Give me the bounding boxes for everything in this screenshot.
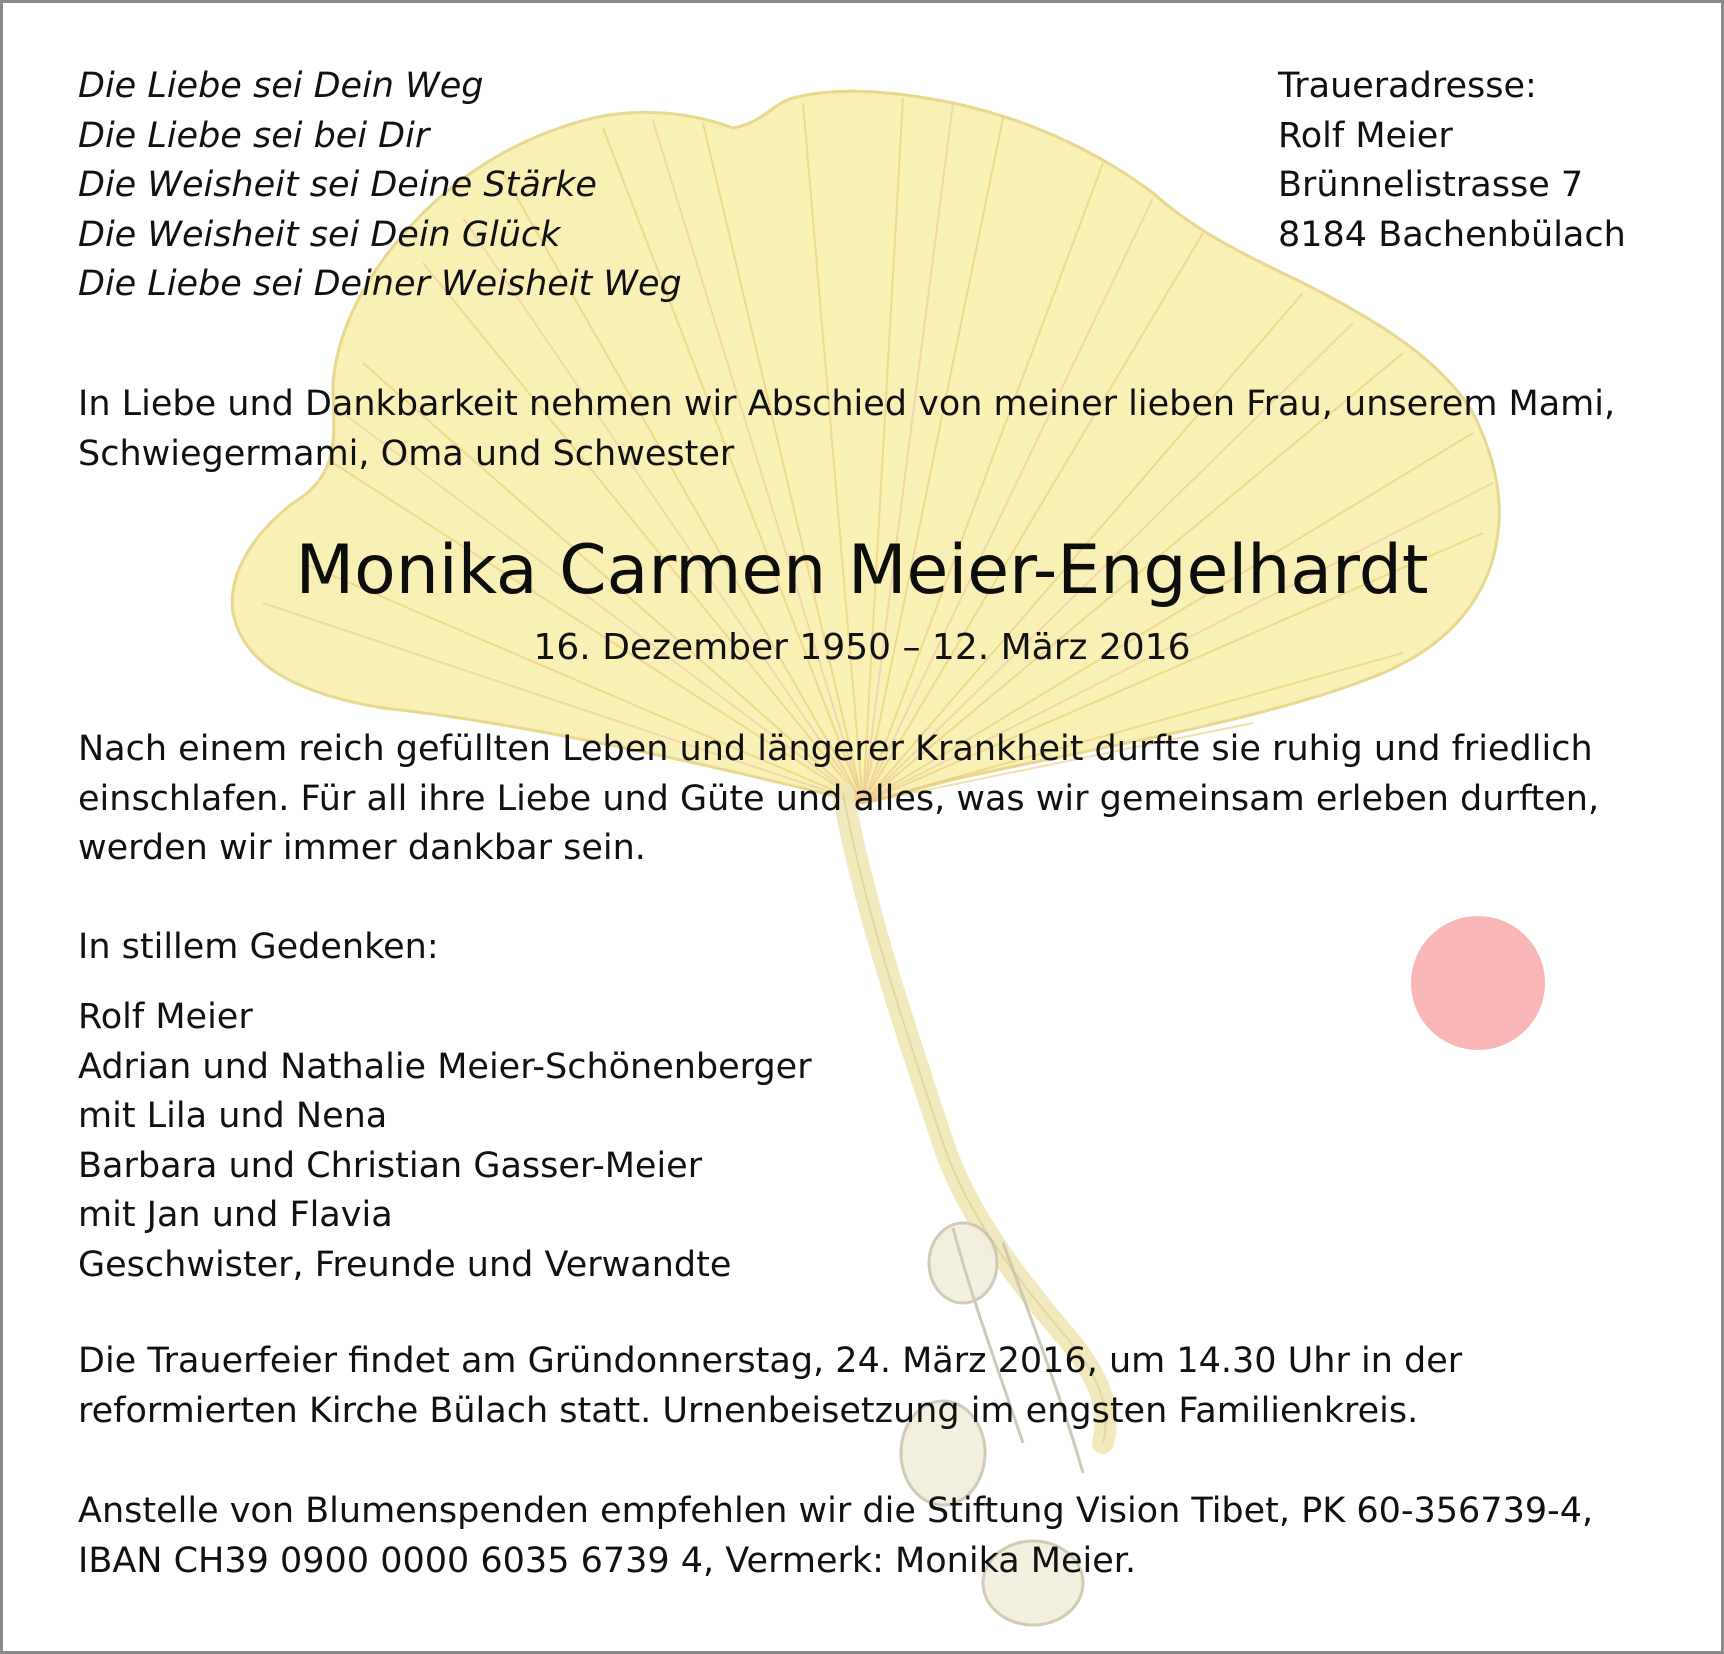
red-dot-icon bbox=[1411, 916, 1545, 1050]
intro-line: In Liebe und Dankbarkeit nehmen wir Abschied von meiner lieben Frau, unserem Mami, bbox=[78, 384, 1616, 424]
donation-line: IBAN CH39 0900 0000 6035 6739 4, Vermerk: Monika Meier. bbox=[78, 1540, 1137, 1581]
service-line: reformierten Kirche Bülach statt. Urnenbeisetzung im engsten Familienkreis. bbox=[78, 1390, 1419, 1431]
poem-line: Die Weisheit sei Deine Stärke bbox=[78, 165, 597, 205]
poem-line: Die Liebe sei Dein Weg bbox=[78, 66, 484, 106]
intro-line: Schwiegermami, Oma und Schwester bbox=[78, 433, 735, 474]
address-city: 8184 Bachenbülach bbox=[1278, 214, 1626, 255]
deceased-name: Monika Carmen Meier-Engelhardt bbox=[295, 531, 1429, 610]
tribute-paragraph bbox=[78, 725, 1599, 874]
tribute-line: einschlafen. Für all ihre Liebe und Güte und alles, was wir gemeinsam erleben durften, bbox=[78, 778, 1600, 819]
life-dates: 16. Dezember 1950 – 12. März 2016 bbox=[533, 627, 1191, 668]
donation-line: Anstelle von Blumenspenden empfehlen wir die Stiftung Vision Tibet, PK 60-356739-4, bbox=[78, 1491, 1594, 1531]
poem bbox=[78, 62, 682, 310]
tribute-line: Nach einem reich gefüllten Leben und längerer Krankheit durfte sie ruhig und friedlich bbox=[78, 729, 1593, 769]
family-member: Barbara und Christian Gasser-Meier bbox=[78, 1145, 703, 1186]
poem-line: Die Liebe sei Deiner Weisheit Weg bbox=[78, 264, 682, 304]
mourning-address bbox=[1278, 62, 1626, 260]
family-member: Adrian und Nathalie Meier-Schönenberger bbox=[78, 1046, 812, 1087]
funeral-service-info bbox=[78, 1337, 1462, 1436]
poem-line: Die Liebe sei bei Dir bbox=[78, 115, 430, 156]
donation-info bbox=[78, 1487, 1593, 1586]
address-street: Brünnelistrasse 7 bbox=[1278, 165, 1584, 205]
intro-text bbox=[78, 380, 1615, 479]
poem-line: Die Weisheit sei Dein Glück bbox=[78, 214, 561, 255]
tribute-line: werden wir immer dankbar sein. bbox=[78, 828, 646, 868]
address-name: Rolf Meier bbox=[1278, 115, 1453, 156]
family-list bbox=[78, 993, 812, 1290]
family-member: Geschwister, Freunde und Verwandte bbox=[78, 1244, 732, 1285]
gedenken-heading: In stillem Gedenken: bbox=[78, 927, 439, 967]
family-member: mit Lila und Nena bbox=[78, 1096, 388, 1136]
family-member: mit Jan und Flavia bbox=[78, 1195, 393, 1235]
address-label: Traueradresse: bbox=[1278, 66, 1537, 106]
family-member: Rolf Meier bbox=[78, 997, 253, 1037]
service-line: Die Trauerfeier findet am Gründonnerstag, 24. März 2016, um 14.30 Uhr in der bbox=[78, 1341, 1463, 1381]
